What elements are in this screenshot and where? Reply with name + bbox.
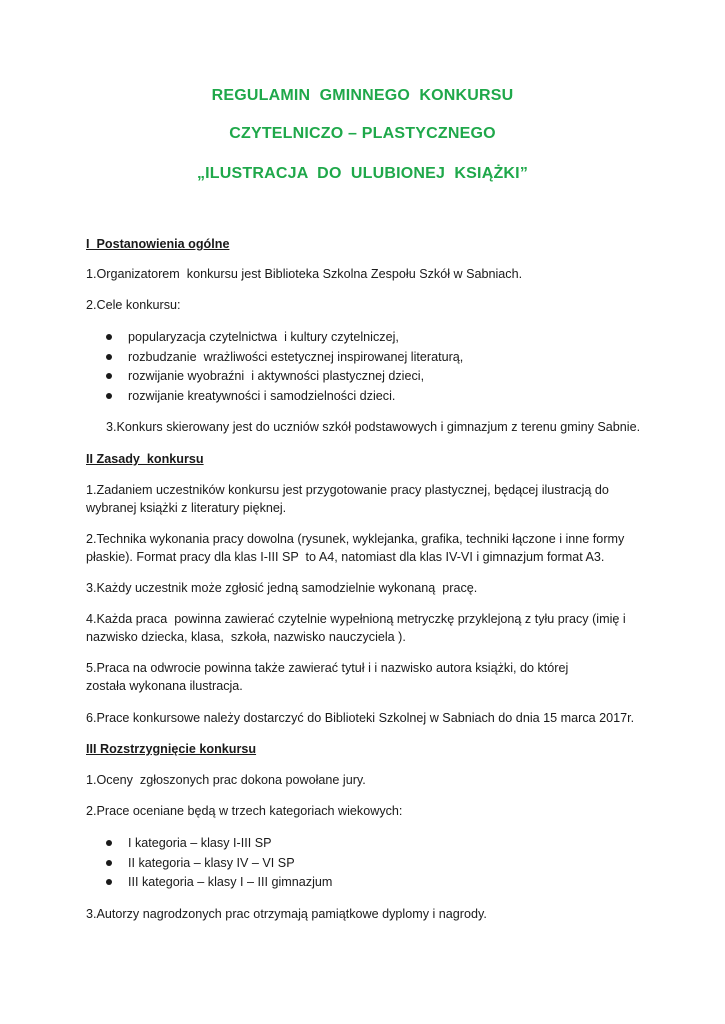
bullet-icon [106,334,112,340]
bullet-icon [106,393,112,399]
section-3-paragraph-1: 1.Oceny zgłoszonych prac dokona powołane jury. [86,773,366,787]
section-3-paragraph-3: 3.Autorzy nagrodzonych prac otrzymają pamiątkowe dyplomy i nagrody. [86,907,487,921]
section-2-paragraph-2: 2.Technika wykonania pracy dowolna (rysunek, wyklejanka, grafika, techniki łączone i inne formy płaskie). Format pracy dla klas I-III SP to A4, natomiast dla klas IV-VI i gimnazjum format A3. [86,532,628,564]
section-2-paragraph-6: 6.Prace konkursowe należy dostarczyć do Biblioteki Szkolnej w Sabniach do dnia 15 marca 2017r. [86,711,635,725]
section-3-heading: III Rozstrzygnięcie konkursu [86,742,257,756]
section-1-paragraph-1: 1.Organizatorem konkursu jest Biblioteka Szkolna Zespołu Szkół w Sabniach. [86,267,523,281]
goal-text: rozwijanie kreatywności i samodzielności dzieci. [128,388,396,403]
bullet-icon [106,840,112,846]
category-text: III kategoria – klasy I – III gimnazjum [128,875,333,889]
section-1-heading: I Postanowienia ogólne [86,237,230,251]
section-3-paragraph-2: 2.Prace oceniane będą w trzech kategoriach wiekowych: [86,804,403,818]
bullet-icon [106,373,112,379]
bullet-icon [106,354,112,360]
section-1-paragraph-2: 2.Cele konkursu: [86,298,181,312]
list-item [106,328,463,348]
section-2-heading: II Zasady konkursu [86,452,204,466]
section-1-paragraph-3: 3.Konkurs skierowany jest do uczniów szkół podstawowych i gimnazjum z terenu gminy Sabnie. [106,420,641,434]
goals-list [106,328,463,406]
title-line-1: REGULAMIN GMINNEGO KONKURSU [211,87,514,104]
list-item [106,854,332,874]
title-line-2: CZYTELNICZO – PLASTYCZNEGO [229,125,496,142]
section-2-paragraph-1: 1.Zadaniem uczestników konkursu jest przygotowanie pracy plastycznej, będącej ilustracją do wybranej książki z literatury pięknej. [86,483,613,515]
section-2-paragraph-3: 3.Każdy uczestnik może zgłosić jedną samodzielnie wykonaną pracę. [86,581,478,595]
goal-text: popularyzacja czytelnictwa i kultury czytelniczej, [128,330,399,344]
categories-list [106,834,332,893]
bullet-icon [106,860,112,866]
title-line-3: „ILUSTRACJA DO ULUBIONEJ KSIĄŻKI” [196,165,529,182]
goal-text: rozwijanie wyobraźni i aktywności plastycznej dzieci, [128,369,425,383]
list-item [106,873,332,893]
section-2-paragraph-5: 5.Praca na odwrocie powinna także zawierać tytuł i i nazwisko autora książki, do której została wykonana ilustracja. [86,661,572,693]
list-item [106,387,463,407]
category-text: I kategoria – klasy I-III SP [128,836,272,850]
list-item [106,834,332,854]
category-text: II kategoria – klasy IV – VI SP [128,855,295,870]
bullet-icon [106,879,112,885]
list-item [106,367,463,387]
section-2-paragraph-4: 4.Każda praca powinna zawierać czytelnie wypełnioną metryczkę przyklejoną z tyłu pracy (imię i nazwisko dziecka, klasa, szkoła, nazwisko nauczyciela ). [86,612,630,644]
goal-text: rozbudzanie wrażliwości estetycznej inspirowanej literaturą, [128,349,464,364]
list-item [106,348,463,368]
